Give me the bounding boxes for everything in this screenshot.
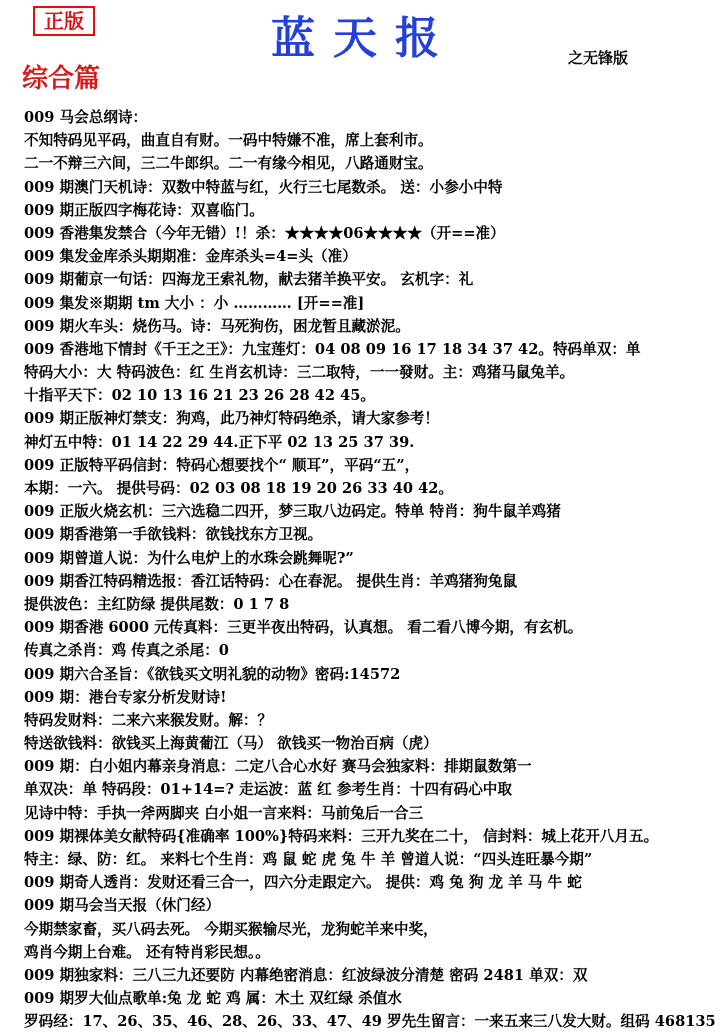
text-line: 009 期马会当天报（休门经） <box>24 897 221 915</box>
article-body <box>24 106 724 1034</box>
edition-label: 之无锋版 <box>568 49 629 67</box>
text-line: 009 香港集发禁合（今年无错）!！杀：★★★★06★★★★（开==准） <box>24 224 505 242</box>
text-line: 本期：一六。 提供号码：02 03 08 18 19 20 26 33 40 42。 <box>24 480 454 497</box>
text-line: 009 期正版神灯禁支：狗鸡，此乃神灯特码绝杀，请大家参考！ <box>24 410 439 428</box>
text-line: 009 期六合圣旨：《欲钱买文明礼貌的动物》密码:14572 <box>24 665 401 683</box>
text-line: 神灯五中特：01 14 22 29 44.正下平 02 13 25 37 39. <box>24 433 415 451</box>
text-line: 不知特码见平码，曲直自有财。一码中特嫌不准，席上套利市。 <box>24 132 433 150</box>
text-line: 009 期香港 6000 元传真料：三更半夜出特码，认真想。 看二看八博今期，有玄机。 <box>24 619 583 637</box>
text-line: 009 期火车头：烧伤马。诗：马死狗伤，困龙暂且藏淤泥。 <box>24 317 410 335</box>
text-line: 特送欲钱料：欲钱买上海黄葡江（马） 欲钱买一物治百病（虎） <box>24 735 438 753</box>
section-heading: 综合篇 <box>22 64 101 94</box>
text-line: 今期禁家畜，买八码去死。 今期买猴输尽光，龙狗蛇羊来中奖， <box>24 920 438 938</box>
text-line: 见诗中特：手执一斧两脚夹 白小姐一言来料：马前兔后一合三 <box>24 804 424 822</box>
text-line: 传真之杀肖：鸡 传真之杀尾：0 <box>24 642 229 660</box>
text-line: 特主：绿、防：红。 来料七个生肖：鸡 鼠 蛇 虎 兔 牛 羊 曾道人说：“四头连旺暴今期” <box>24 851 593 868</box>
newspaper-title: 蓝天报 <box>271 13 457 64</box>
text-line: 提供波色：主红防绿 提供尾数：0 1 7 8 <box>24 595 290 613</box>
text-line: 鸡肖今期上台难。 还有特肖彩民想。。 <box>24 943 270 961</box>
text-line: 009 期裸体美女献特码{准确率 100%}特码来料：三开九奖在二十， 信封料：城上花开八月五。 <box>24 827 659 845</box>
text-line: 009 期正版四字梅花诗：双喜临门。 <box>24 201 264 219</box>
text-line: 009 期奇人透肖：发财还看三合一，四六分走跟定六。 提供：鸡 兔 狗 龙 羊 马 牛 蛇 <box>24 874 582 892</box>
edition-badge: 正版 <box>33 6 95 36</box>
text-line: 009 期澳门天机诗：双数中特蓝与红，火行三七尾数杀。 送：小参小中特 <box>24 178 503 196</box>
text-line: 特码发财料：二来六来猴发财。解：？ <box>24 711 273 729</box>
text-line: 009 正版火烧玄机：三六选稳二四开，梦三取八边码定。特单 特肖：狗牛鼠羊鸡猪 <box>24 503 561 521</box>
text-line: 009 香港地下情封《千王之王》：九宝莲灯：04 08 09 16 17 18 34 37 42。特码单双：单 <box>24 340 641 358</box>
text-line: 009 集发※期期 tm 大小 ：小 ………… [开==准] <box>24 294 365 312</box>
text-line: 009 期香港第一手欲钱料：欲钱找东方卫视。 <box>24 526 323 544</box>
text-line: 009 马会总纲诗： <box>24 109 148 126</box>
text-line: 009 集发金库杀头期期准：金库杀头=4=头（准） <box>24 248 357 266</box>
text-line: 009 期：白小姐内幕亲身消息：二定八合心水好 赛马会独家料：排期鼠数第一 <box>24 758 532 776</box>
text-line: 009 期罗大仙点歌单:兔 龙 蛇 鸡 属：木土 双红绿 杀值水 <box>24 990 402 1008</box>
text-line: 单双决：单 特码段：01+14=? 走运波：蓝 红 参考生肖：十四有码心中取 <box>24 781 512 799</box>
text-line: 009 期曾道人说：为什么电炉上的水珠会跳舞呢?” <box>24 549 354 567</box>
text-line: 009 期香江特码精选报：香江话特码：心在春泥。 提供生肖：羊鸡猪狗兔鼠 <box>24 572 518 590</box>
text-line: 009 期葡京一句话：四海龙王索礼物，献去猪羊换平安。 玄机字：礼 <box>24 271 474 289</box>
text-line: 特码大小：大 特码波色：红 生肖玄机诗：三二取特，一一發财。主：鸡猪马鼠兔羊。 <box>24 364 575 382</box>
text-line: 罗码经：17、26、35、46、28、26、33、47、49 罗先生留言：一来五来三八发大财。组码 468135 <box>24 1013 716 1031</box>
text-line: 009 期独家料：三八三九还要防 内幕绝密消息：红波绿波分清楚 密码 2481 单双：双 <box>24 966 588 984</box>
text-line: 十指平天下：02 10 13 16 21 23 26 28 42 45。 <box>24 387 375 405</box>
text-line: 009 期：港台专家分析发财诗! <box>24 688 227 706</box>
text-line: 二一不辩三六间，三二牛郎织。二一有缘今相见，八路通财宝。 <box>24 155 433 173</box>
text-line: 009 正版特平码信封：特码心想要找个“ 顺耳”，平码“五”， <box>24 456 420 474</box>
